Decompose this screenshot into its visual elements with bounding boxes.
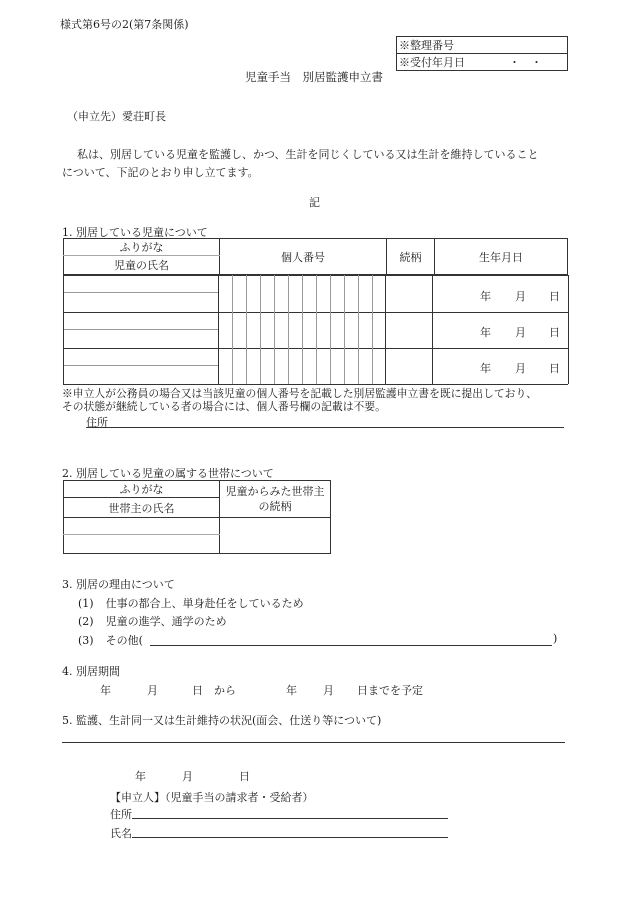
section1-address-label: 住所 bbox=[86, 416, 108, 429]
section5-heading: 5. 監護、生計同一又は生計維持の状況(面会、仕送り等について) bbox=[62, 714, 382, 727]
reason-item-2[interactable]: (2) 児童の進学、通学のため bbox=[78, 615, 227, 628]
ki-label: 記 bbox=[309, 196, 320, 209]
householder-furigana-header: ふりがな bbox=[64, 481, 220, 498]
reason-item-1[interactable]: (1) 仕事の都合上、単身赴任をしているため bbox=[78, 597, 304, 610]
householder-name-field[interactable] bbox=[64, 535, 220, 554]
householder-relation-field[interactable] bbox=[220, 518, 331, 554]
office-use-box bbox=[396, 36, 568, 71]
householder-furigana-field[interactable] bbox=[64, 518, 220, 535]
section1-address-field[interactable] bbox=[86, 413, 564, 428]
relation-field[interactable] bbox=[385, 275, 432, 311]
child-furigana-field[interactable] bbox=[63, 312, 218, 328]
child-name-header: 児童の氏名 bbox=[64, 256, 220, 275]
child-rows bbox=[63, 275, 568, 384]
householder-name-header: 世帯主の氏名 bbox=[64, 498, 220, 518]
section1-note-1: ※申立人が公務員の場合又は当該児童の個人番号を記載した別居監護申立書を既に提出しており、 bbox=[62, 387, 538, 400]
child-furigana-field[interactable] bbox=[63, 348, 218, 364]
household-table bbox=[63, 480, 331, 554]
section1-heading: 1. 別居している児童について bbox=[62, 226, 208, 239]
section3-heading: 3. 別居の理由について bbox=[62, 578, 175, 591]
child-name-field[interactable] bbox=[63, 329, 218, 348]
signature-date[interactable]: 年 月 日 bbox=[135, 770, 250, 783]
my-number-header: 個人番号 bbox=[220, 239, 387, 275]
child-name-field[interactable] bbox=[63, 365, 218, 384]
child-furigana-header: ふりがな bbox=[64, 239, 220, 256]
period-row[interactable]: 年 月 日 から 年 月 日までを予定 bbox=[100, 684, 423, 697]
birth-header: 生年月日 bbox=[435, 239, 568, 275]
addressee: （申立先）愛荘町長 bbox=[67, 110, 166, 123]
page-title: 児童手当 別居監護申立書 bbox=[245, 70, 383, 84]
section5-field[interactable] bbox=[62, 728, 565, 743]
relation-field[interactable] bbox=[385, 312, 432, 348]
householder-relation-header: 児童からみた世帯主 の続柄 bbox=[220, 481, 331, 518]
child-table bbox=[63, 238, 568, 275]
section2-heading: 2. 別居している児童の属する世帯について bbox=[62, 467, 274, 480]
section1-note-2: その状態が継続している者の場合には、個人番号欄の記載は不要。 bbox=[62, 400, 386, 413]
applicant-name-label: 氏名 bbox=[110, 827, 132, 840]
applicant-address-label: 住所 bbox=[110, 808, 132, 821]
section4-heading: 4. 別居期間 bbox=[62, 665, 120, 678]
child-furigana-field[interactable] bbox=[63, 275, 218, 291]
office-date-field[interactable]: ※受付年月日 ・ ・ bbox=[397, 54, 568, 71]
relation-field[interactable] bbox=[385, 348, 432, 384]
child-name-field[interactable] bbox=[63, 292, 218, 311]
applicant-label: 【申立人】（児童手当の請求者・受給者） bbox=[110, 791, 314, 804]
reason-close-paren: ) bbox=[553, 632, 558, 645]
statement-line-2: について、下記のとおり申し立てます。 bbox=[62, 166, 259, 179]
applicant-name-field[interactable] bbox=[132, 823, 448, 838]
birth-date-field[interactable]: 年 月 日 bbox=[480, 362, 560, 375]
reason-other-field[interactable] bbox=[150, 631, 552, 646]
reason-item-3[interactable]: (3) その他( bbox=[78, 634, 143, 647]
birth-date-field[interactable]: 年 月 日 bbox=[480, 290, 560, 303]
relation-header: 続柄 bbox=[387, 239, 435, 275]
statement-line-1: 私は、別居している児童を監護し、かつ、生計を同じくしている又は生計を維持していること bbox=[77, 148, 539, 161]
office-number-field[interactable]: ※整理番号 bbox=[397, 37, 568, 54]
applicant-address-field[interactable] bbox=[132, 804, 448, 819]
birth-date-field[interactable]: 年 月 日 bbox=[480, 326, 560, 339]
form-id: 様式第6号の2(第7条関係) bbox=[60, 18, 189, 31]
